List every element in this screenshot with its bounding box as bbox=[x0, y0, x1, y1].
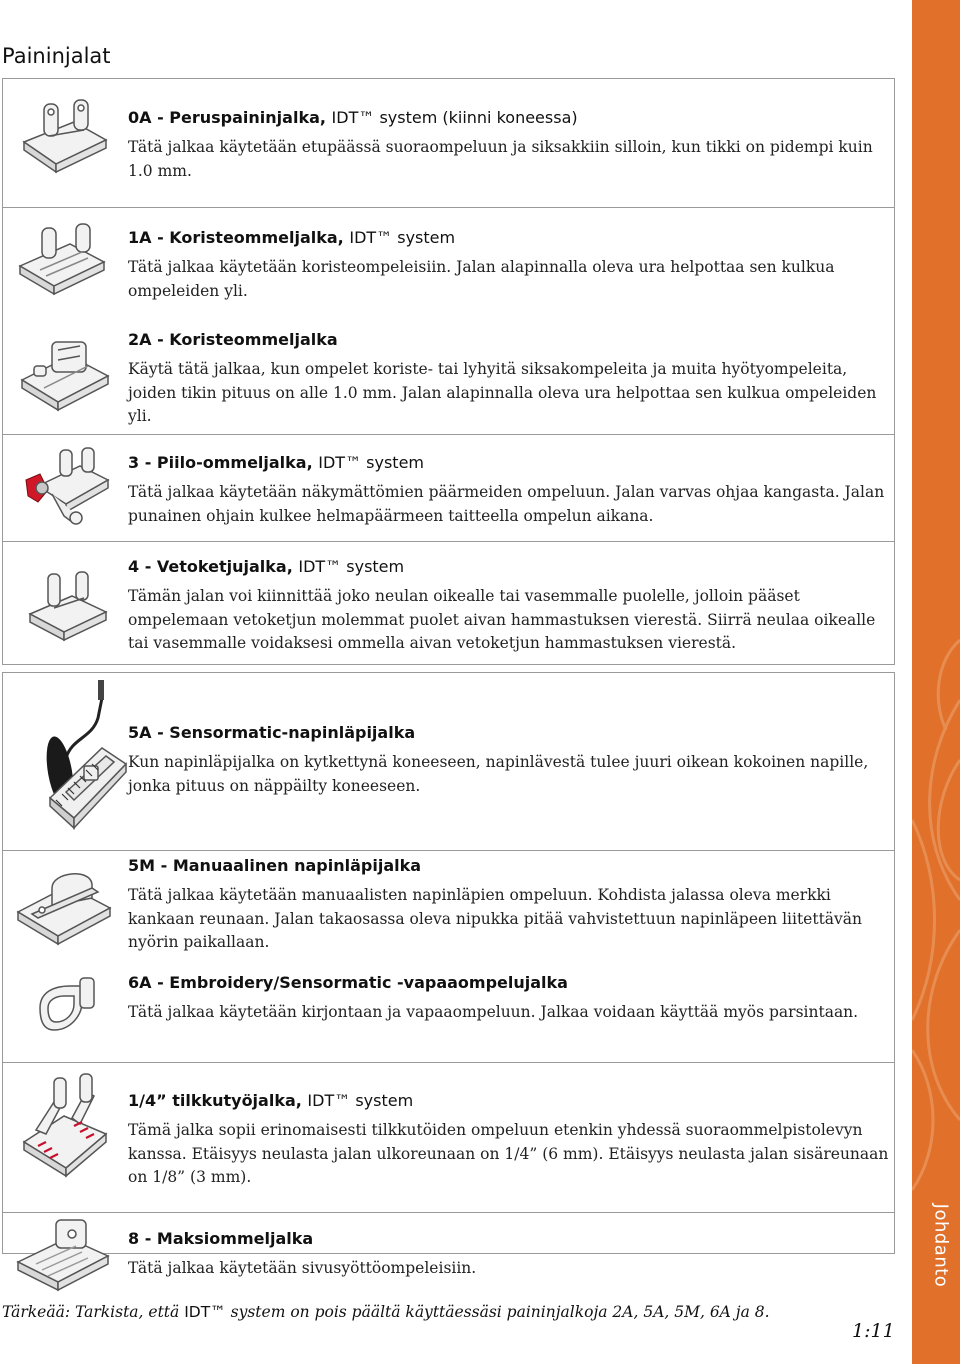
foot-entry-4 bbox=[128, 557, 893, 656]
page-number: 1:11 bbox=[852, 1320, 895, 1342]
foot-entry-5m bbox=[128, 856, 893, 955]
foot-description: Tätä jalkaa käytetään sivusyöttöompeleisiin. bbox=[128, 1259, 477, 1277]
section-tab-label: Johdanto bbox=[930, 1203, 952, 1288]
sensormatic-buttonhole-foot-icon bbox=[22, 678, 132, 838]
important-note: Tärkeää: Tarkista, että IDT™ system on pois päältä käyttäessäsi paininjalkoja 2A, 5A, 5M, 6A ja 8. bbox=[2, 1303, 770, 1321]
foot-title: 3 - Piilo-ommeljalka, IDT™ system bbox=[128, 453, 425, 472]
row-divider bbox=[2, 434, 895, 435]
row-divider bbox=[2, 541, 895, 542]
side-band bbox=[912, 0, 960, 1364]
presser-foot-2a-icon bbox=[14, 326, 114, 416]
zipper-foot-icon bbox=[20, 568, 116, 648]
foot-title: 2A - Koristeommeljalka bbox=[128, 330, 338, 349]
foot-description: Tätä jalkaa käytetään kirjontaan ja vapaaompeluun. Jalkaa voidaan käyttää myös parsintaan. bbox=[128, 1003, 859, 1021]
foot-description: Tämä jalka sopii erinomaisesti tilkkutöiden ompeluun etenkin yhdessä suoraommelpistolevyn kanssa. Etäisyys neulasta jalan ulkoreunaan on 1/4” (6 mm). Etäisyys neulasta jalan sisäreunaan on 1/8” (3 mm). bbox=[128, 1121, 889, 1186]
foot-title: 4 - Vetoketjujalka, IDT™ system bbox=[128, 557, 405, 576]
foot-description: Kun napinläpijalka on kytkettynä koneeseen, napinlävestä tulee juuri oikean kokoinen napille, jonka pituus on näppäilty koneeseen. bbox=[128, 753, 869, 795]
foot-entry-1a bbox=[128, 228, 893, 303]
foot-title: 1/4” tilkkutyöjalka, IDT™ system bbox=[128, 1091, 414, 1110]
row-divider bbox=[2, 207, 895, 208]
foot-description: Käytä tätä jalkaa, kun ompelet koriste- tai lyhyitä siksakompeleita ja muita hyötyompeleita, joiden tikin pituus on alle 1.0 mm. Jalan alapinnalla oleva ura helpottaa sen kulkua ompeleiden yli. bbox=[128, 360, 877, 425]
foot-title: 8 - Maksiommeljalka bbox=[128, 1229, 314, 1248]
foot-entry-8 bbox=[128, 1229, 893, 1281]
row-divider bbox=[2, 1062, 895, 1063]
blindhem-foot-icon bbox=[18, 446, 114, 528]
foot-entry-0a bbox=[128, 108, 893, 183]
foot-title: 1A - Koristeommeljalka, IDT™ system bbox=[128, 228, 456, 247]
page-title: Paininjalat bbox=[2, 44, 111, 68]
presser-foot-0a-icon bbox=[14, 92, 114, 182]
foot-entry-3 bbox=[128, 453, 893, 528]
foot-title: 6A - Embroidery/Sensormatic -vapaaompelujalka bbox=[128, 973, 568, 992]
maxi-stitch-foot-icon bbox=[12, 1218, 112, 1294]
embroidery-foot-icon bbox=[30, 972, 110, 1042]
foot-entry-6a bbox=[128, 973, 893, 1025]
foot-entry-quarter-inch bbox=[128, 1091, 893, 1190]
row-divider bbox=[2, 1212, 895, 1213]
foot-entry-2a bbox=[128, 330, 893, 429]
row-divider bbox=[2, 850, 895, 851]
section-tab[interactable] bbox=[918, 1180, 958, 1330]
foot-description: Tätä jalkaa käytetään etupäässä suoraompeluun ja siksakkiin silloin, kun tikki on pidempi kuin 1.0 mm. bbox=[128, 138, 873, 180]
foot-title: 5M - Manuaalinen napinläpijalka bbox=[128, 856, 422, 875]
side-band-pattern bbox=[912, 0, 960, 1364]
foot-title: 5A - Sensormatic-napinläpijalka bbox=[128, 723, 416, 742]
foot-description: Tämän jalan voi kiinnittää joko neulan oikealle tai vasemmalle puolelle, jolloin pääset ompelemaan vetoketjun molemmat puolet aivan hammastuksen vierestä. Siirrä neulaa oikealle tai vasemmalle voidaksesi ommella aivan vetoketjun hammastuksen vierestä. bbox=[128, 587, 876, 652]
foot-description: Tätä jalkaa käytetään koristeompeleisiin. Jalan alapinnalla oleva ura helpottaa sen kulkua ompeleiden yli. bbox=[128, 258, 835, 300]
foot-description: Tätä jalkaa käytetään manuaalisten napinläpien ompeluun. Kohdista jalassa oleva merkki kankaan reunaan. Jalan takaosassa oleva nipukka pitää vahvistettuun napinläpeen liitettävän nyörin paikallaan. bbox=[128, 886, 863, 951]
manual-buttonhole-foot-icon bbox=[12, 858, 116, 948]
presser-foot-1a-icon bbox=[12, 220, 112, 300]
foot-title: 0A - Peruspaininjalka, IDT™ system (kiinni koneessa) bbox=[128, 108, 578, 127]
quarter-inch-quilting-foot-icon bbox=[14, 1072, 114, 1182]
foot-entry-5a bbox=[128, 723, 893, 798]
foot-description: Tätä jalkaa käytetään näkymättömien päärmeiden ompeluun. Jalan varvas ohjaa kangasta. Jalan punainen ohjain kulkee helmapäärmeen taitteella ompelun aikana. bbox=[128, 483, 885, 525]
